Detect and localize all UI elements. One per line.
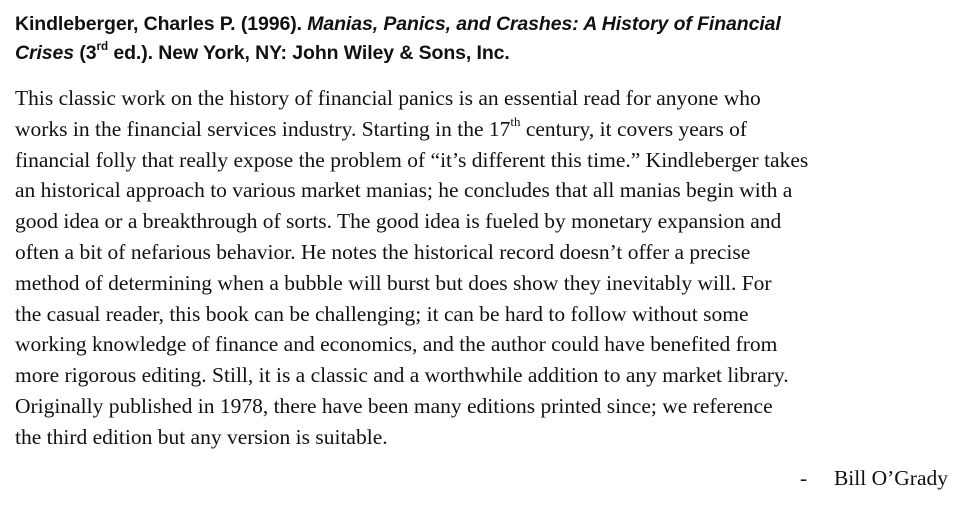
signature-dash: - [799, 466, 808, 490]
citation-edition-prefix: (3 [74, 42, 97, 64]
citation-publisher: ed.). New York, NY: John Wiley & Sons, Inc. [108, 42, 510, 64]
review-line: an historical approach to various market manias; he concludes that all manias begin with a [15, 178, 793, 203]
review-body [15, 83, 955, 453]
review-line: financial folly that really expose the problem of “it’s different this time.” Kindleberger takes [15, 147, 809, 172]
century-superscript: th [510, 115, 521, 130]
review-line-text: century, it covers years of [520, 116, 748, 141]
citation-title-continued: Crises [15, 42, 75, 64]
review-line: method of determining when a bubble will burst but does show they inevitably will. For [15, 270, 772, 295]
review-line: more rigorous editing. Still, it is a classic and a worthwhile addition to any market library. [15, 363, 789, 388]
review-line: working knowledge of finance and economics, and the author could have benefited from [15, 332, 778, 357]
signature-name: Bill O’Grady [833, 466, 948, 490]
review-line: often a bit of nefarious behavior. He notes the historical record doesn’t offer a precise [15, 239, 751, 264]
review-line: good idea or a breakthrough of sorts. The good idea is fueled by monetary expansion and [15, 209, 782, 234]
review-line: This classic work on the history of financial panics is an essential read for anyone who [15, 86, 761, 110]
citation [15, 10, 955, 68]
citation-author-date: Kindleberger, Charles P. (1996). [15, 13, 308, 35]
citation-edition-superscript: rd [96, 40, 108, 54]
review-line-text: works in the financial services industry. Starting in the 17 [15, 116, 511, 141]
citation-title: Manias, Panics, and Crashes: A History of Financial [307, 13, 781, 35]
review-line: the casual reader, this book can be challenging; it can be hard to follow without some [15, 301, 749, 326]
review-signature [800, 463, 948, 493]
review-line: Originally published in 1978, there have been many editions printed since; we reference [15, 393, 773, 418]
review-line: the third edition but any version is suitable. [15, 424, 388, 449]
review-line [15, 114, 955, 145]
